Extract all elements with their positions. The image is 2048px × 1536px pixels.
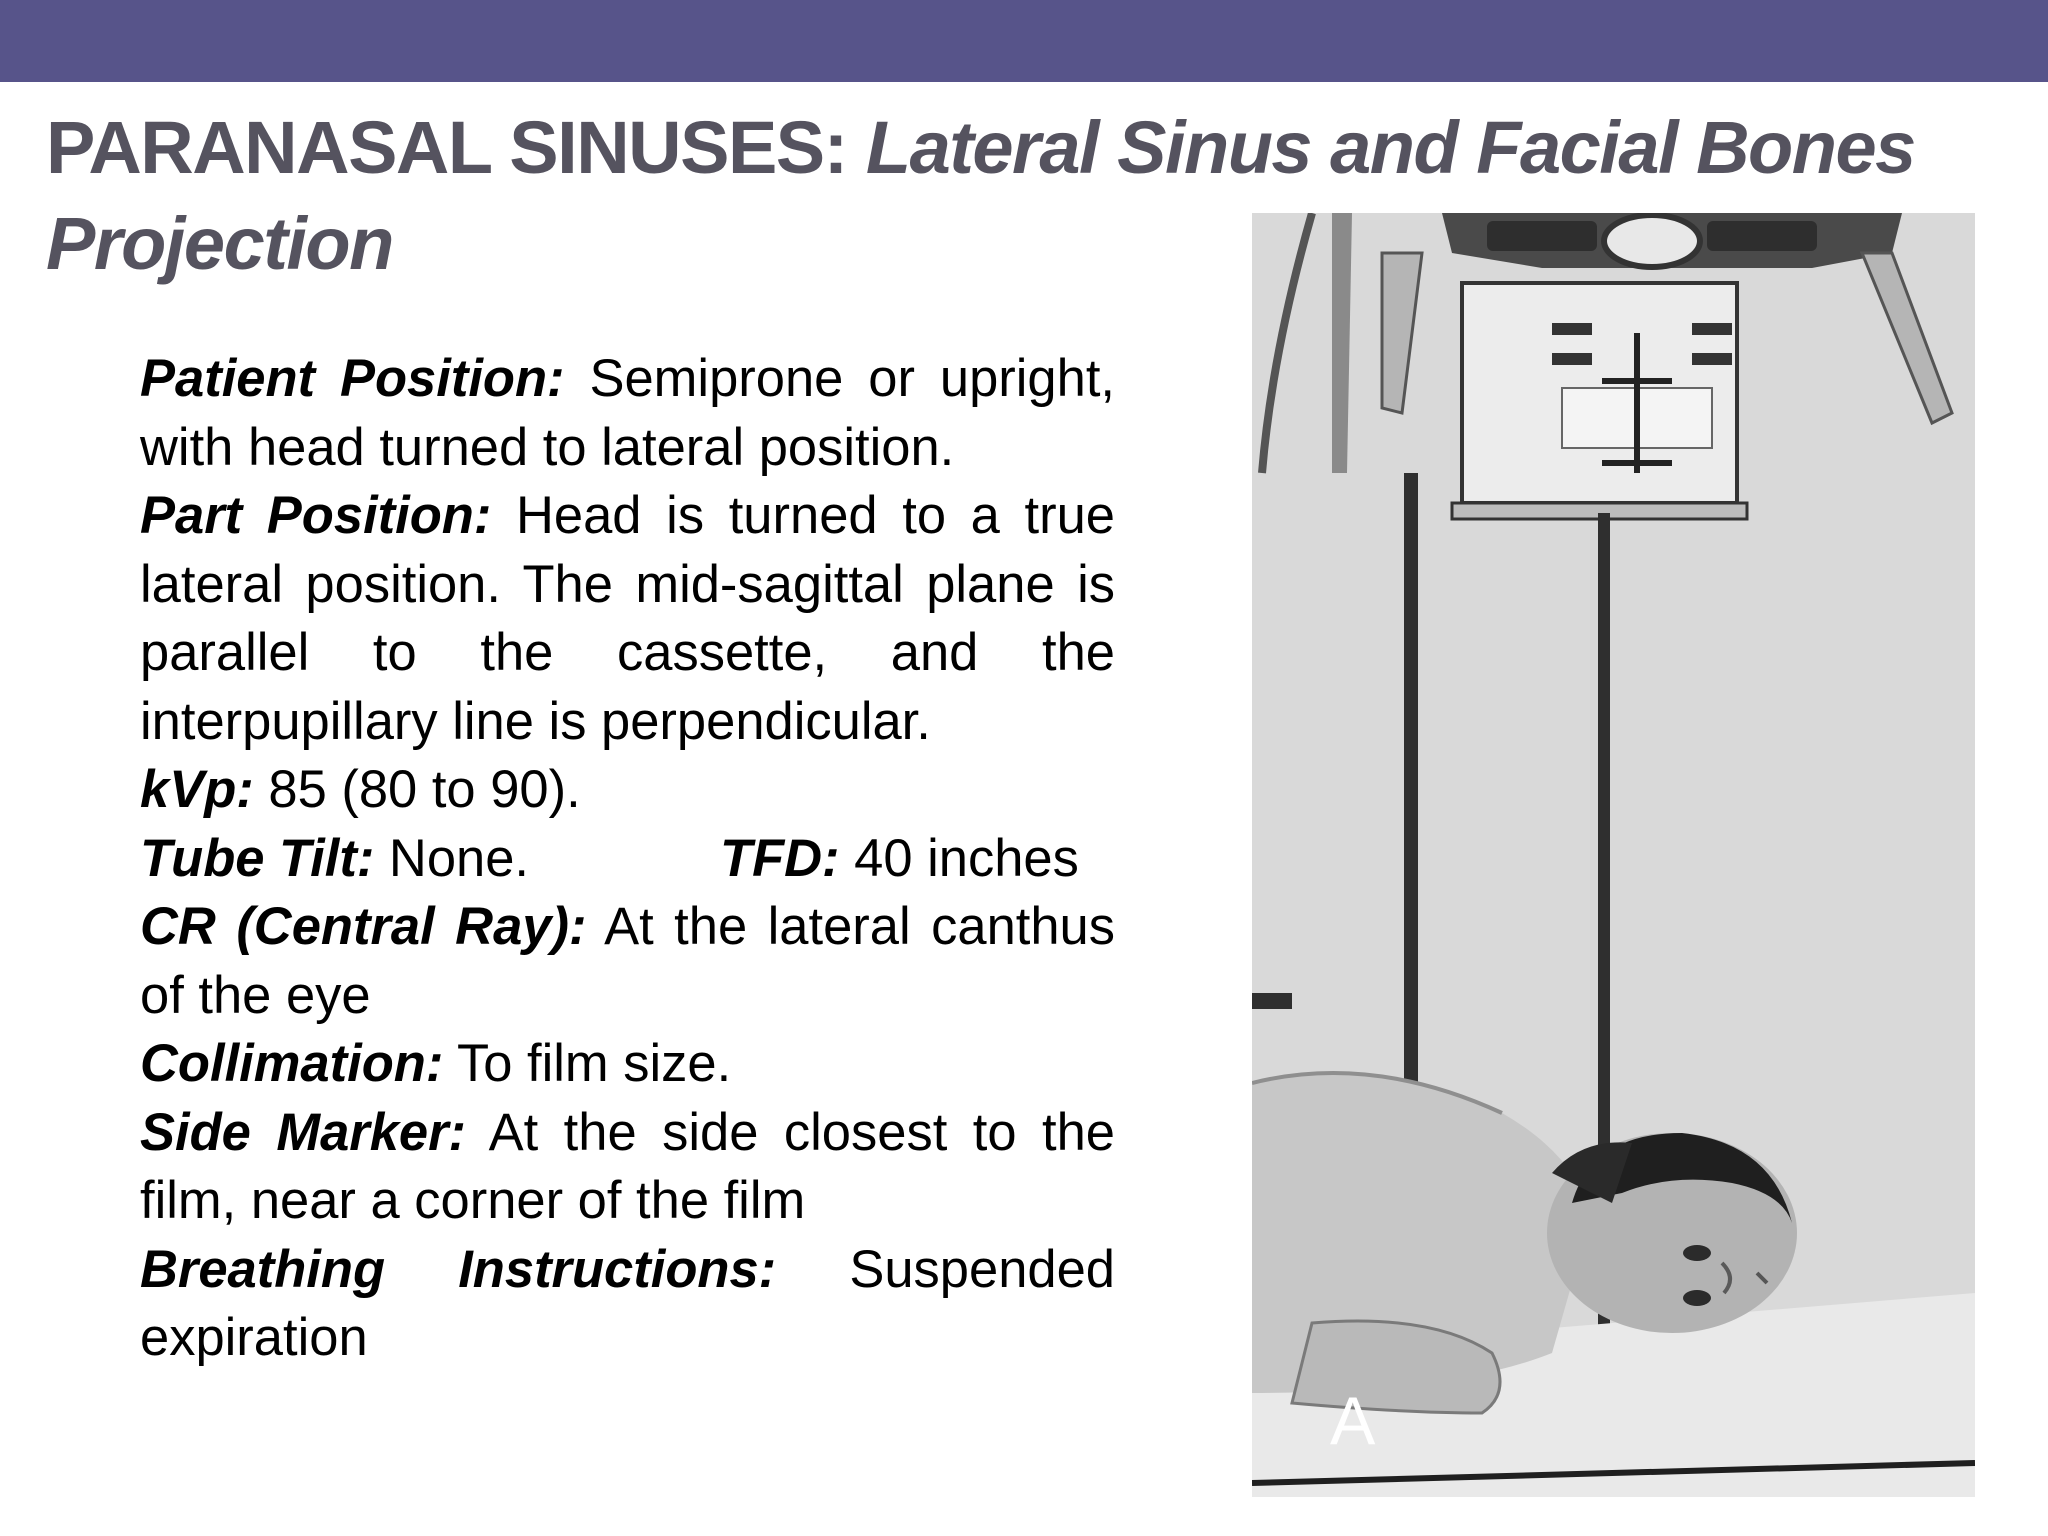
item-label: Part Position: [140, 486, 492, 545]
tube-tilt-group [140, 825, 720, 894]
item-text: Head is turned to a true lateral position. The mid-sagittal plane is parallel to the cassette, and the interpupillary line is perpendicular. [140, 486, 1115, 751]
item-side-marker [140, 1099, 1115, 1236]
photo-illustration [1252, 213, 1975, 1497]
item-patient-position [140, 345, 1115, 482]
top-color-band [0, 0, 2048, 82]
item-label: Side Marker: [140, 1102, 467, 1162]
item-text: Suspended expiration [140, 1239, 1115, 1367]
tfd-group [720, 825, 1079, 894]
item-text: 85 (80 to 90). [268, 760, 581, 819]
item-kvp [140, 756, 1115, 825]
item-text: None. [388, 828, 530, 888]
item-text: To film size. [456, 1034, 732, 1093]
item-text: Semiprone or upright, with head turned to lateral position. [140, 349, 1115, 477]
item-text: 40 inches [854, 828, 1079, 888]
title-main: PARANASAL SINUSES: [46, 106, 847, 189]
photo-marker-letter: A [1330, 1383, 1376, 1459]
item-text: At the side closest to the film, near a corner of the film [140, 1102, 1115, 1230]
item-label: Collimation: [140, 1034, 444, 1093]
item-central-ray [140, 893, 1115, 1030]
positioning-photo [1252, 213, 1975, 1497]
item-tube-tilt-tfd [140, 825, 1115, 894]
item-label: Breathing Instructions: [140, 1239, 777, 1299]
item-breathing [140, 1236, 1115, 1373]
title-subtitle: Lateral Sinus and Facial Bones Projection [46, 106, 1915, 285]
item-label: CR (Central Ray): [140, 897, 587, 956]
item-text: At the lateral canthus of the eye [140, 897, 1115, 1025]
item-label: TFD: [720, 828, 840, 888]
item-label: kVp: [140, 760, 254, 819]
positioning-instructions [140, 345, 1115, 1373]
item-label: Tube Tilt: [140, 828, 375, 888]
item-part-position [140, 482, 1115, 756]
item-collimation [140, 1030, 1115, 1099]
item-label: Patient Position: [140, 349, 565, 408]
